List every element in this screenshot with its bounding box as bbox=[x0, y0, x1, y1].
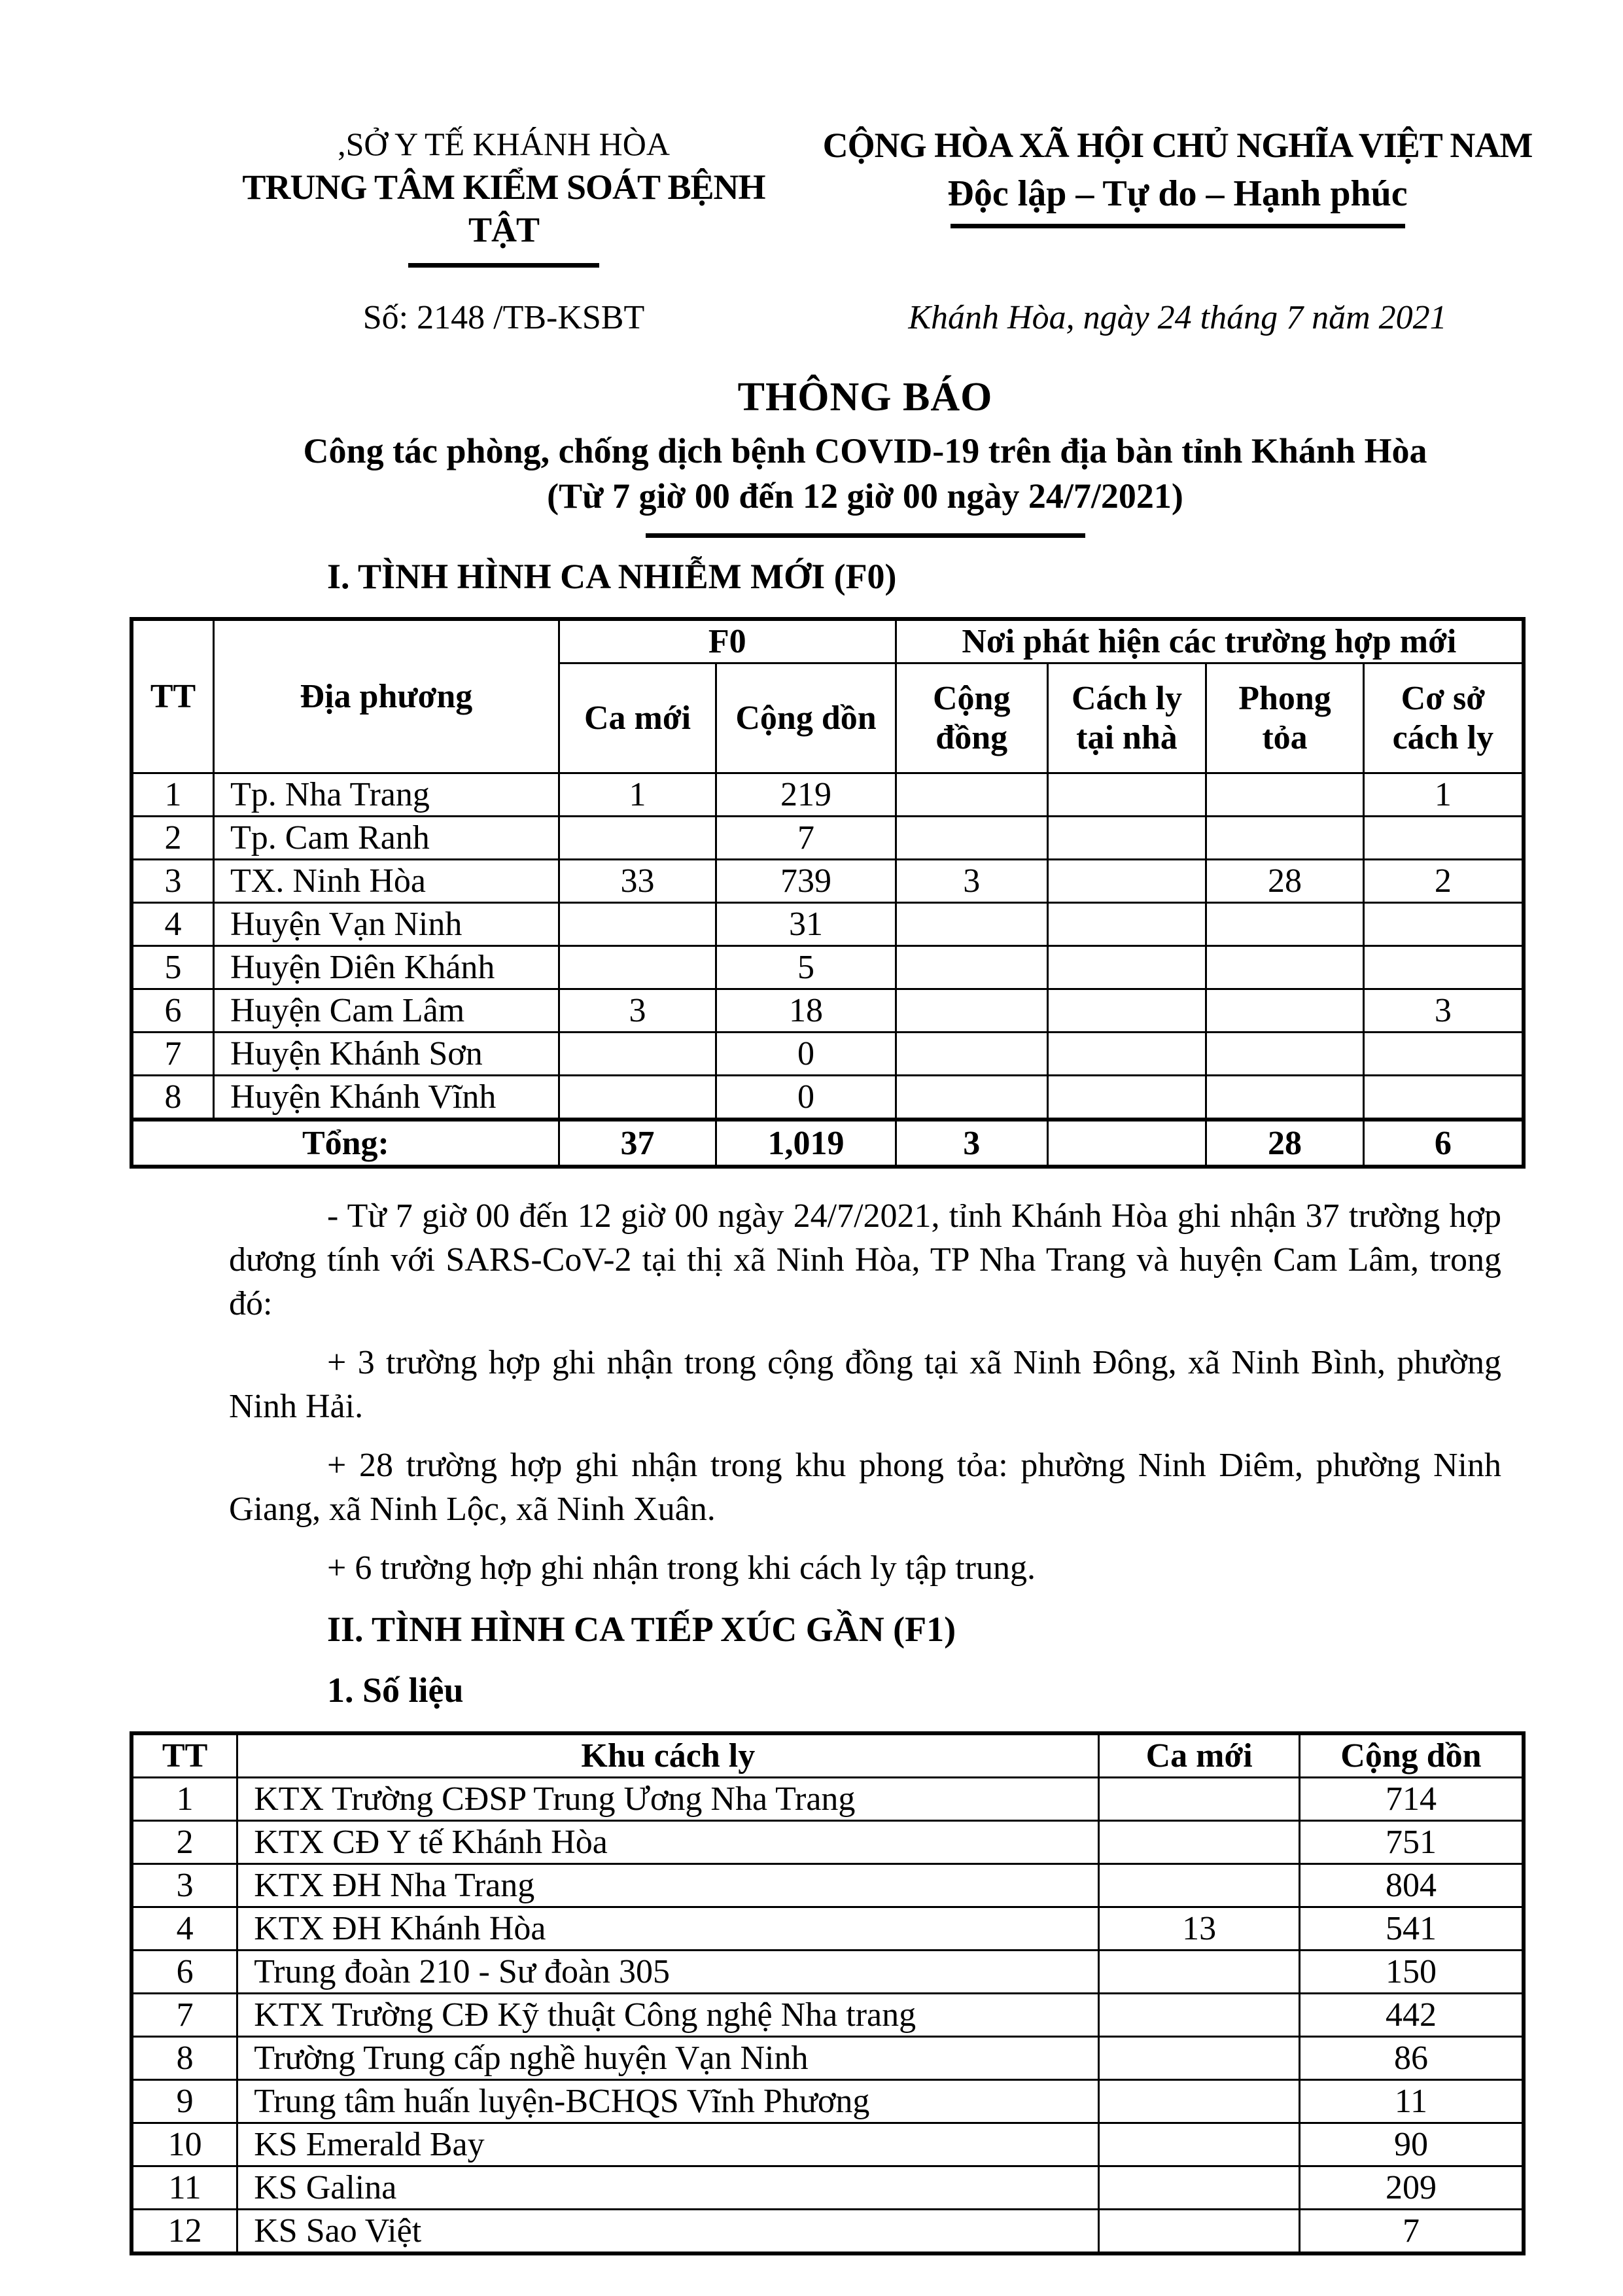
cell-cumulative: 18 bbox=[716, 989, 896, 1033]
cell-quarantine-zone: Trung tâm huấn luyện-BCHQS Vĩnh Phương bbox=[237, 2079, 1099, 2123]
cell-cumulative: 150 bbox=[1299, 1950, 1524, 1993]
cell-home-quarantine bbox=[1047, 817, 1206, 860]
col-header-new-cases: Ca mới bbox=[559, 663, 716, 773]
cell-tt: 8 bbox=[131, 1076, 214, 1120]
cell-quarantine-facility bbox=[1363, 903, 1524, 946]
cell-tt: 1 bbox=[131, 1777, 237, 1820]
cell-quarantine-zone: KTX Trường CĐ Kỹ thuật Công nghệ Nha trang bbox=[237, 1993, 1099, 2036]
cell-new-cases: 33 bbox=[559, 860, 716, 903]
cell-tt: 8 bbox=[131, 2036, 237, 2079]
cell-lockdown bbox=[1206, 817, 1363, 860]
cell-new-cases bbox=[559, 1033, 716, 1076]
cell-community bbox=[896, 817, 1047, 860]
f1-table-row bbox=[131, 1907, 1524, 1950]
national-motto-block bbox=[801, 124, 1554, 268]
cell-community: 3 bbox=[896, 860, 1047, 903]
total-lockdown: 28 bbox=[1206, 1120, 1363, 1167]
cell-tt: 11 bbox=[131, 2166, 237, 2209]
cell-new-cases: 1 bbox=[559, 773, 716, 817]
total-home-quarantine bbox=[1047, 1120, 1206, 1167]
cell-community bbox=[896, 1076, 1047, 1120]
cell-home-quarantine bbox=[1047, 773, 1206, 817]
cell-lockdown bbox=[1206, 1076, 1363, 1120]
cell-cumulative: 11 bbox=[1299, 2079, 1524, 2123]
quarantine-cases-paragraph: + 6 trường hợp ghi nhận trong khi cách ly tập trung. bbox=[327, 1549, 1036, 1587]
cell-quarantine-zone: KTX CĐ Y tế Khánh Hòa bbox=[237, 1820, 1099, 1863]
cell-cumulative: 7 bbox=[716, 817, 896, 860]
cell-home-quarantine bbox=[1047, 860, 1206, 903]
f1-quarantine-table bbox=[130, 1731, 1526, 2255]
cell-new-cases bbox=[1099, 2209, 1299, 2253]
col-header-cumulative: Cộng dồn bbox=[716, 663, 896, 773]
f0-table-row bbox=[131, 860, 1524, 903]
title-rule bbox=[646, 533, 1085, 538]
cell-lockdown bbox=[1206, 1033, 1363, 1076]
f1-table-row bbox=[131, 1993, 1524, 2036]
section-2-heading: II. TÌNH HÌNH CA TIẾP XÚC GẦN (F1) bbox=[327, 1609, 956, 1649]
national-motto: Độc lập – Tự do – Hạnh phúc bbox=[947, 173, 1408, 214]
section-1-heading: I. TÌNH HÌNH CA NHIỄM MỚI (F0) bbox=[327, 556, 897, 596]
f1-table-row bbox=[131, 1863, 1524, 1907]
cell-locality: Huyện Khánh Sơn bbox=[214, 1033, 559, 1076]
header-right-rule bbox=[951, 224, 1405, 228]
cell-quarantine-facility bbox=[1363, 946, 1524, 989]
community-cases-paragraph: + 3 trường hợp ghi nhận trong cộng đồng tại xã Ninh Đông, xã Ninh Bình, phường Ninh Hải. bbox=[229, 1344, 1501, 1425]
f1-table-row bbox=[131, 1820, 1524, 1863]
notice-title-block bbox=[229, 373, 1501, 538]
date-line: Khánh Hòa, ngày 24 tháng 7 năm 2021 bbox=[908, 298, 1447, 336]
cell-tt: 10 bbox=[131, 2123, 237, 2166]
national-name: CỘNG HÒA XÃ HỘI CHỦ NGHĨA VIỆT NAM bbox=[822, 126, 1533, 165]
cell-quarantine-facility bbox=[1363, 817, 1524, 860]
col-header-community: Cộng đồng bbox=[896, 663, 1047, 773]
f1-table-row bbox=[131, 2209, 1524, 2253]
cell-new-cases bbox=[1099, 2166, 1299, 2209]
cell-cumulative: 804 bbox=[1299, 1863, 1524, 1907]
cell-new-cases bbox=[1099, 1993, 1299, 2036]
cell-tt: 5 bbox=[131, 946, 214, 989]
cell-new-cases bbox=[559, 817, 716, 860]
f1-table-row bbox=[131, 1950, 1524, 1993]
cell-community bbox=[896, 989, 1047, 1033]
cell-tt: 4 bbox=[131, 903, 214, 946]
cell-cumulative: 714 bbox=[1299, 1777, 1524, 1820]
cell-cumulative: 0 bbox=[716, 1033, 896, 1076]
notice-time-range: (Từ 7 giờ 00 đến 12 giờ 00 ngày 24/7/2021) bbox=[547, 476, 1183, 516]
cell-tt: 6 bbox=[131, 1950, 237, 1993]
col-header-home-quarantine: Cách ly tại nhà bbox=[1047, 663, 1206, 773]
cell-locality: TX. Ninh Hòa bbox=[214, 860, 559, 903]
cell-new-cases bbox=[1099, 2079, 1299, 2123]
lockdown-cases-paragraph: + 28 trường hợp ghi nhận trong khu phong tỏa: phường Ninh Diêm, phường Ninh Giang, xã Ninh Lộc, xã Ninh Xuân. bbox=[229, 1447, 1501, 1528]
col-header-cumulative: Cộng dồn bbox=[1299, 1733, 1524, 1778]
cell-quarantine-zone: KTX ĐH Nha Trang bbox=[237, 1863, 1099, 1907]
cell-tt: 6 bbox=[131, 989, 214, 1033]
cell-cumulative: 86 bbox=[1299, 2036, 1524, 2079]
cell-quarantine-zone: Trung đoàn 210 - Sư đoàn 305 bbox=[237, 1950, 1099, 1993]
cell-new-cases bbox=[1099, 1863, 1299, 1907]
cell-quarantine-zone: KTX ĐH Khánh Hòa bbox=[237, 1907, 1099, 1950]
col-header-new-cases: Ca mới bbox=[1099, 1733, 1299, 1778]
cell-quarantine-facility bbox=[1363, 1076, 1524, 1120]
col-header-tt: TT bbox=[131, 1733, 237, 1778]
header-left-rule bbox=[408, 263, 599, 268]
cell-cumulative: 31 bbox=[716, 903, 896, 946]
f0-table-row bbox=[131, 1076, 1524, 1120]
cell-quarantine-zone: KS Galina bbox=[237, 2166, 1099, 2209]
f1-table-row bbox=[131, 2036, 1524, 2079]
cell-new-cases bbox=[559, 1076, 716, 1120]
cell-home-quarantine bbox=[1047, 903, 1206, 946]
issuing-authority-name: TRUNG TÂM KIỂM SOÁT BỆNH TẬT bbox=[242, 168, 765, 249]
cell-cumulative: 0 bbox=[716, 1076, 896, 1120]
cell-tt: 9 bbox=[131, 2079, 237, 2123]
document-header bbox=[0, 0, 1623, 268]
cell-lockdown bbox=[1206, 773, 1363, 817]
cell-lockdown: 28 bbox=[1206, 860, 1363, 903]
f1-table-row bbox=[131, 2079, 1524, 2123]
section-2-sub-heading: 1. Số liệu bbox=[327, 1670, 464, 1710]
col-header-lockdown: Phong tỏa bbox=[1206, 663, 1363, 773]
col-header-locality: Địa phương bbox=[214, 619, 559, 773]
cell-lockdown bbox=[1206, 946, 1363, 989]
cell-tt: 3 bbox=[131, 860, 214, 903]
doc-meta-row bbox=[0, 296, 1623, 339]
cell-cumulative: 5 bbox=[716, 946, 896, 989]
cell-tt: 7 bbox=[131, 1993, 237, 2036]
total-new-cases: 37 bbox=[559, 1120, 716, 1167]
cell-locality: Huyện Vạn Ninh bbox=[214, 903, 559, 946]
notice-title: THÔNG BÁO bbox=[737, 374, 993, 419]
total-cumulative: 1,019 bbox=[716, 1120, 896, 1167]
f0-total-row bbox=[131, 1120, 1524, 1167]
cell-new-cases bbox=[559, 903, 716, 946]
cell-cumulative: 219 bbox=[716, 773, 896, 817]
doc-number: Số: 2148 /TB-KSBT bbox=[362, 298, 645, 336]
issuing-authority-block bbox=[216, 124, 792, 268]
cell-quarantine-zone: KS Sao Việt bbox=[237, 2209, 1099, 2253]
total-community: 3 bbox=[896, 1120, 1047, 1167]
f1-table-row bbox=[131, 1777, 1524, 1820]
cell-cumulative: 442 bbox=[1299, 1993, 1524, 2036]
f0-table-row bbox=[131, 1033, 1524, 1076]
f0-table-row bbox=[131, 773, 1524, 817]
cell-cumulative: 90 bbox=[1299, 2123, 1524, 2166]
f0-table-row bbox=[131, 903, 1524, 946]
col-header-tt: TT bbox=[131, 619, 214, 773]
cell-tt: 4 bbox=[131, 1907, 237, 1950]
cell-home-quarantine bbox=[1047, 989, 1206, 1033]
cell-home-quarantine bbox=[1047, 946, 1206, 989]
cell-new-cases bbox=[1099, 1820, 1299, 1863]
cell-home-quarantine bbox=[1047, 1076, 1206, 1120]
cell-locality: Tp. Nha Trang bbox=[214, 773, 559, 817]
cell-quarantine-zone: KTX Trường CĐSP Trung Ương Nha Trang bbox=[237, 1777, 1099, 1820]
cell-cumulative: 7 bbox=[1299, 2209, 1524, 2253]
f0-table-row bbox=[131, 817, 1524, 860]
col-group-detection-place: Nơi phát hiện các trường hợp mới bbox=[896, 619, 1524, 663]
f0-table-row bbox=[131, 946, 1524, 989]
cell-tt: 12 bbox=[131, 2209, 237, 2253]
col-group-f0: F0 bbox=[559, 619, 896, 663]
cell-community bbox=[896, 773, 1047, 817]
cell-locality: Huyện Diên Khánh bbox=[214, 946, 559, 989]
cell-new-cases bbox=[1099, 2036, 1299, 2079]
total-label: Tổng: bbox=[131, 1120, 559, 1167]
cell-new-cases: 13 bbox=[1099, 1907, 1299, 1950]
cell-cumulative: 541 bbox=[1299, 1907, 1524, 1950]
cell-locality: Huyện Khánh Vĩnh bbox=[214, 1076, 559, 1120]
cell-cumulative: 739 bbox=[716, 860, 896, 903]
cell-new-cases: 3 bbox=[559, 989, 716, 1033]
cell-community bbox=[896, 1033, 1047, 1076]
cell-quarantine-facility bbox=[1363, 1033, 1524, 1076]
cell-home-quarantine bbox=[1047, 1033, 1206, 1076]
cell-new-cases bbox=[1099, 1950, 1299, 1993]
f1-table-row bbox=[131, 2123, 1524, 2166]
cell-quarantine-zone: KS Emerald Bay bbox=[237, 2123, 1099, 2166]
cell-locality: Tp. Cam Ranh bbox=[214, 817, 559, 860]
cell-cumulative: 209 bbox=[1299, 2166, 1524, 2209]
cell-quarantine-facility: 2 bbox=[1363, 860, 1524, 903]
cell-tt: 1 bbox=[131, 773, 214, 817]
f1-table-row bbox=[131, 2166, 1524, 2209]
cell-quarantine-facility: 3 bbox=[1363, 989, 1524, 1033]
notice-subtitle: Công tác phòng, chống dịch bệnh COVID-19 trên địa bàn tỉnh Khánh Hòa bbox=[303, 431, 1427, 470]
cell-new-cases bbox=[1099, 1777, 1299, 1820]
cell-community bbox=[896, 946, 1047, 989]
cell-tt: 2 bbox=[131, 1820, 237, 1863]
summary-paragraph: - Từ 7 giờ 00 đến 12 giờ 00 ngày 24/7/2021, tỉnh Khánh Hòa ghi nhận 37 trường hợp dương tính với SARS-CoV-2 tại thị xã Ninh Hòa, TP Nha Trang và huyện Cam Lâm, trong đó: bbox=[229, 1197, 1501, 1322]
cell-tt: 2 bbox=[131, 817, 214, 860]
cell-quarantine-zone: Trường Trung cấp nghề huyện Vạn Ninh bbox=[237, 2036, 1099, 2079]
cell-lockdown bbox=[1206, 989, 1363, 1033]
cell-new-cases bbox=[1099, 2123, 1299, 2166]
cell-tt: 3 bbox=[131, 1863, 237, 1907]
f0-cases-table bbox=[130, 617, 1526, 1169]
total-quarantine-facility: 6 bbox=[1363, 1120, 1524, 1167]
cell-quarantine-facility: 1 bbox=[1363, 773, 1524, 817]
cell-cumulative: 751 bbox=[1299, 1820, 1524, 1863]
cell-new-cases bbox=[559, 946, 716, 989]
cell-lockdown bbox=[1206, 903, 1363, 946]
cell-locality: Huyện Cam Lâm bbox=[214, 989, 559, 1033]
cell-tt: 7 bbox=[131, 1033, 214, 1076]
f0-table-row bbox=[131, 989, 1524, 1033]
col-header-quarantine-zone: Khu cách ly bbox=[237, 1733, 1099, 1778]
col-header-quarantine-facility: Cơ sở cách ly bbox=[1363, 663, 1524, 773]
cell-community bbox=[896, 903, 1047, 946]
issuing-authority-parent: ,SỞ Y TẾ KHÁNH HÒA bbox=[338, 126, 670, 162]
